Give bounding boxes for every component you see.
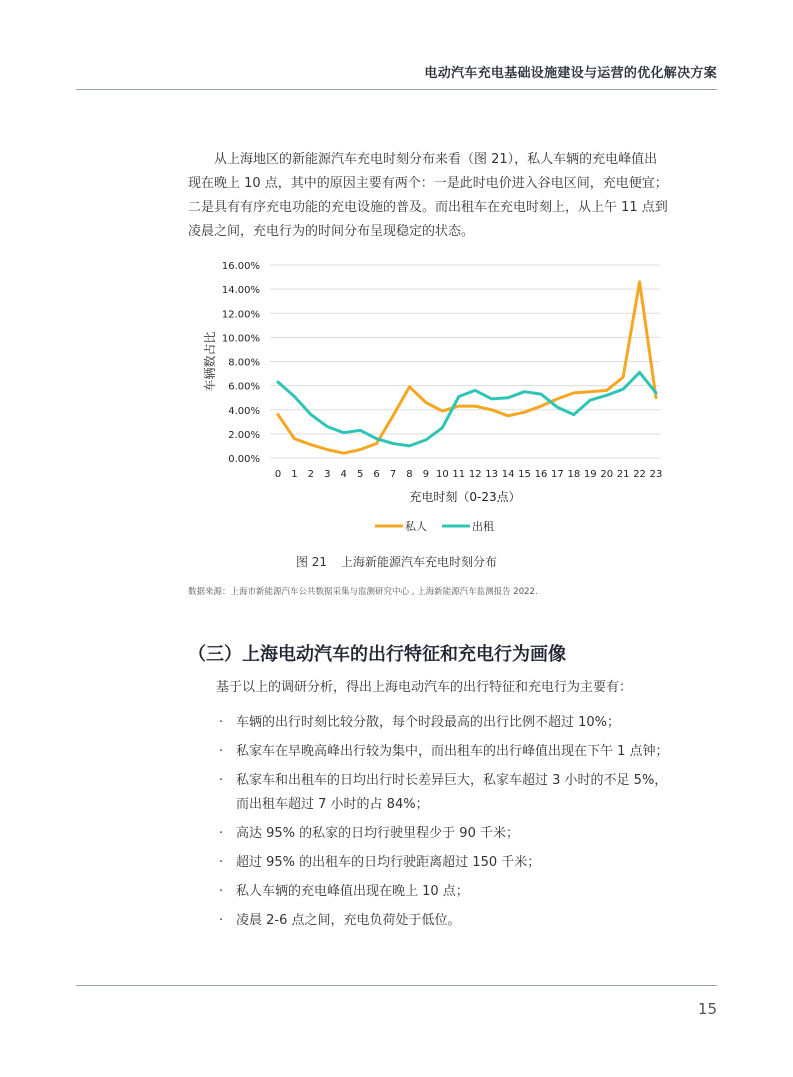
y-tick-label: 6.00% (228, 381, 260, 393)
header-title: 电动汽车充电基础设施建设与运营的优化解决方案 (424, 66, 717, 81)
paragraph-line: 凌晨之间，充电行为的时间分布呈现稳定的状态。 (188, 224, 475, 239)
paragraph-line: 从上海地区的新能源汽车充电时刻分布来看（图 21），私人车辆的充电峰值出 (214, 152, 658, 167)
data-point (441, 410, 443, 412)
x-tick-label: 20 (600, 469, 614, 480)
data-source-note: 数据来源：上海市新能源汽车公共数据采集与监测研究中心 , 上海新能源汽车监测报告 2022. (188, 587, 538, 597)
x-tick-label: 12 (468, 469, 482, 480)
data-point (359, 429, 361, 431)
data-point (589, 399, 591, 401)
x-tick-label: 3 (324, 469, 331, 480)
data-point (556, 406, 558, 408)
x-tick-label: 19 (583, 469, 597, 480)
y-tick-label: 8.00% (228, 357, 260, 369)
figure-caption-text: 上海新能源汽车充电时刻分布 (341, 555, 498, 569)
y-tick-label: 16.00% (221, 261, 260, 272)
data-point (523, 411, 525, 413)
data-point (392, 415, 394, 417)
x-axis-title: 充电时刻（0-23点） (409, 490, 521, 504)
bullet-text: 私家车和出租车的日均出行时长差异巨大，私家车超过 3 小时的不足 5%， (236, 773, 668, 788)
x-tick-label: 17 (551, 469, 564, 480)
bullet-marker: · (219, 855, 224, 870)
data-point (655, 396, 657, 398)
x-tick-label: 7 (389, 469, 397, 480)
y-tick-label: 0.00% (228, 454, 260, 465)
bullet-marker: · (219, 744, 224, 759)
bullet-marker: · (219, 773, 224, 788)
section-intro: 基于以上的调研分析，得出上海电动汽车的出行特征和充电行为主要有： (216, 680, 633, 695)
data-point (425, 401, 427, 403)
data-point (490, 398, 492, 400)
bullet-text: 车辆的出行时刻比较分散，每个时段最高的出行比例不超过 10%； (236, 715, 621, 730)
x-tick-label: 13 (485, 469, 499, 480)
data-point (458, 395, 460, 397)
charging-time-distribution-chart (200, 255, 670, 545)
bullet-text: 凌晨 2-6 点之间，充电负荷处于低位。 (236, 913, 461, 928)
bullet-text: 私人车辆的充电峰值出现在晚上 10 点； (236, 884, 469, 899)
data-point (425, 439, 427, 441)
data-point (408, 386, 410, 388)
data-point (277, 381, 279, 383)
data-point (638, 371, 640, 373)
x-tick-label: 21 (616, 469, 630, 480)
section-title: （三）上海电动汽车的出行特征和充电行为画像 (188, 644, 566, 665)
header-divider (76, 89, 717, 90)
x-tick-label: 18 (567, 469, 581, 480)
data-point (326, 425, 328, 427)
data-point (507, 415, 509, 417)
data-point (507, 396, 509, 398)
data-point (622, 388, 624, 390)
data-point (310, 444, 312, 446)
data-point (540, 405, 542, 407)
series-line-private (278, 282, 656, 453)
x-tick-label: 10 (435, 469, 449, 480)
bullet-marker: · (219, 884, 224, 899)
bullet-marker: · (219, 715, 224, 730)
y-tick-label: 4.00% (228, 405, 260, 417)
bullet-marker: · (219, 913, 224, 928)
data-point (375, 438, 377, 440)
bullet-marker: · (219, 826, 224, 841)
data-point (573, 392, 575, 394)
data-point (326, 448, 328, 450)
data-point (458, 405, 460, 407)
y-tick-label: 12.00% (221, 309, 260, 321)
x-tick-label: 22 (633, 469, 646, 480)
x-tick-label: 0 (274, 469, 282, 480)
bullet-text: 高达 95% 的私家的日均行驶里程少于 90 千米； (236, 826, 519, 841)
data-point (392, 442, 394, 444)
figure-number: 图 21 (295, 555, 328, 569)
data-point (474, 389, 476, 391)
data-point (655, 392, 657, 394)
x-tick-label: 4 (340, 469, 347, 480)
bullet-item (216, 851, 686, 875)
x-tick-label: 8 (406, 469, 413, 480)
data-point (293, 395, 295, 397)
data-point (638, 281, 640, 283)
bullet-text: 超过 95% 的出租车的日均行驶距离超过 150 千米； (236, 855, 541, 870)
data-point (375, 442, 377, 444)
x-tick-label: 2 (307, 469, 315, 480)
x-tick-label: 9 (422, 469, 430, 480)
data-point (293, 438, 295, 440)
data-point (343, 431, 345, 433)
bullet-text-continued: 而出租车超过 7 小时的占 84%； (236, 797, 429, 812)
x-tick-label: 14 (501, 469, 515, 480)
data-point (408, 445, 410, 447)
paragraph-line: 二是具有有序充电功能的充电设施的普及。而出租车在充电时刻上，从上午 11 点到 (188, 200, 668, 215)
series-line-taxi (278, 372, 656, 446)
figure-caption (0, 553, 793, 570)
y-axis-title: 车辆数占比 (203, 331, 217, 392)
data-point (523, 390, 525, 392)
bullet-item (216, 769, 686, 817)
data-point (343, 452, 345, 454)
x-tick-label: 11 (452, 469, 466, 480)
data-point (474, 405, 476, 407)
x-tick-label: 6 (373, 469, 380, 480)
x-tick-label: 1 (291, 469, 298, 480)
paragraph-line: 现在晚上 10 点，其中的原因主要有两个：一是此时电价进入谷电区间，充电便宜； (188, 176, 668, 191)
data-point (277, 413, 279, 415)
data-point (490, 409, 492, 411)
data-point (359, 448, 361, 450)
data-point (605, 394, 607, 396)
data-point (573, 413, 575, 415)
x-tick-label: 15 (518, 469, 531, 480)
bullet-item (216, 822, 686, 846)
bullet-text: 私家车在早晚高峰出行较为集中，而出租车的出行峰值出现在下午 1 点钟； (236, 744, 669, 759)
data-point (441, 427, 443, 429)
x-tick-label: 23 (649, 469, 663, 480)
y-tick-label: 14.00% (221, 285, 260, 297)
legend-label: 出租 (472, 520, 494, 533)
page-number: 15 (697, 1000, 717, 1018)
data-point (605, 389, 607, 391)
x-tick-label: 5 (356, 469, 364, 480)
y-tick-label: 2.00% (228, 429, 260, 441)
data-point (556, 398, 558, 400)
bullet-list (216, 711, 686, 938)
data-point (589, 390, 591, 392)
data-point (622, 376, 624, 378)
bullet-item (216, 909, 686, 933)
legend-label: 私人 (405, 520, 427, 533)
body-paragraph (188, 148, 688, 244)
bullet-item (216, 880, 686, 904)
x-tick-label: 16 (534, 469, 548, 480)
bullet-item (216, 711, 686, 735)
bullet-item (216, 740, 686, 764)
footer-divider (76, 985, 717, 986)
y-tick-label: 10.00% (221, 333, 260, 345)
data-point (540, 393, 542, 395)
data-point (310, 413, 312, 415)
